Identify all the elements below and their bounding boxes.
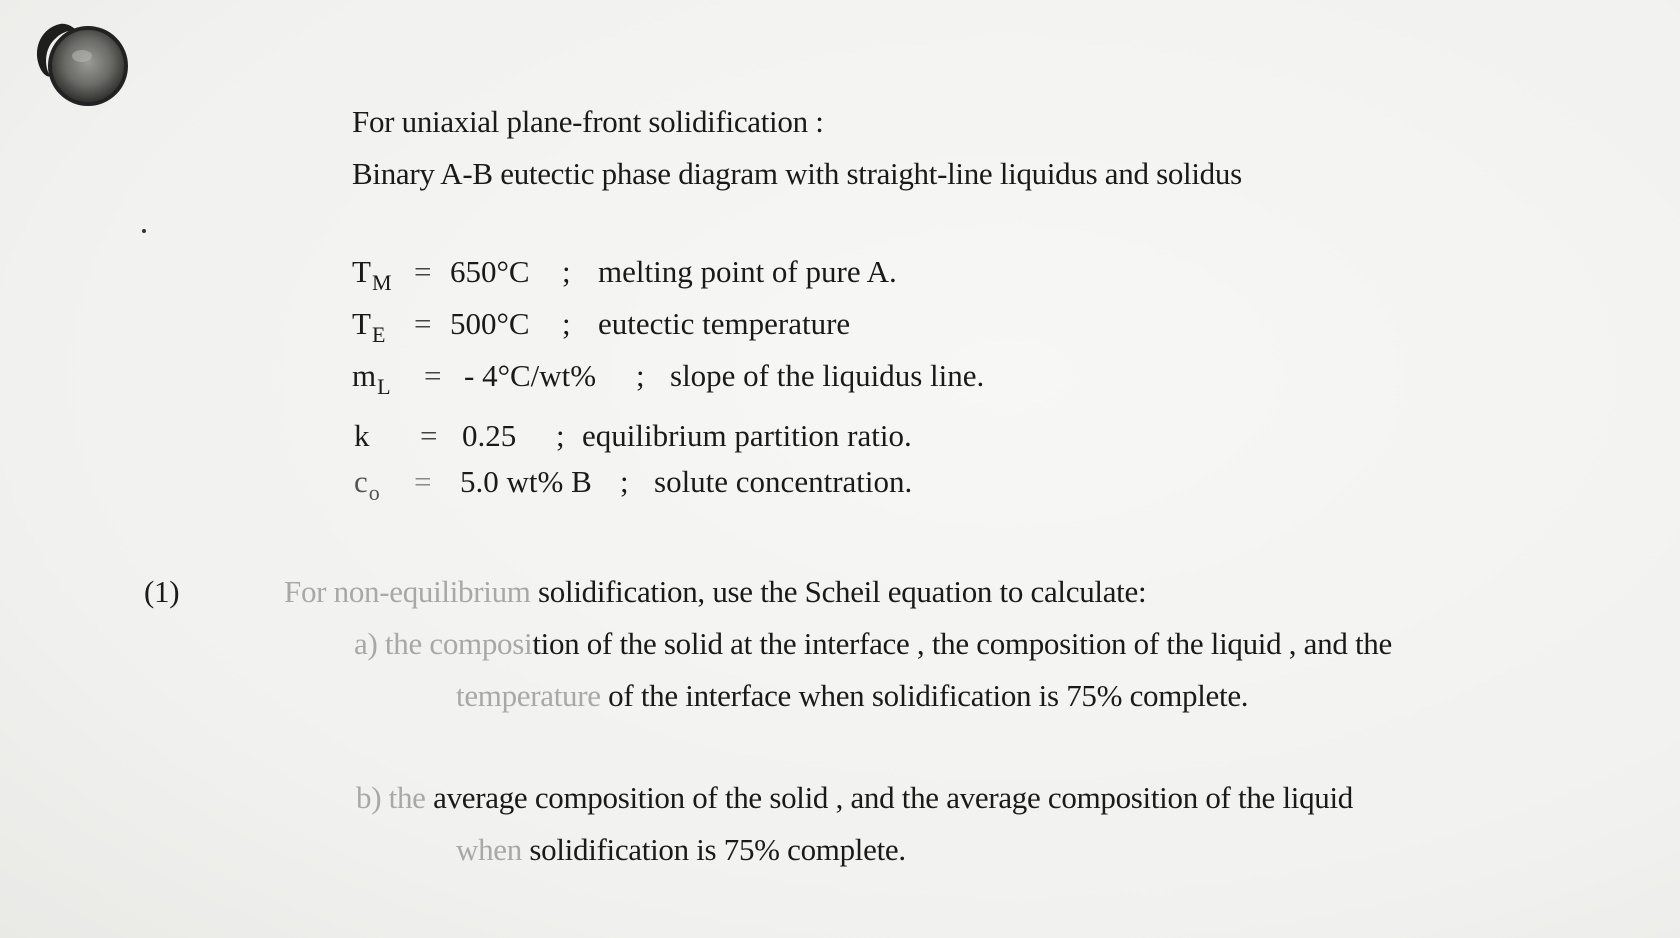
question-intro: For non-equilibrium solidification, use the Scheil equation to calculate:: [284, 574, 1147, 609]
param-co-value: 5.0 wt% B: [460, 464, 592, 499]
param-co-equals: =: [414, 464, 432, 499]
header-line-1: For uniaxial plane-front solidification :: [352, 104, 824, 139]
part-b-line-1: b) the average composition of the solid , and the average composition of the liquid: [356, 780, 1353, 815]
stray-dot: [142, 229, 146, 233]
param-te-equals: =: [414, 306, 432, 341]
param-te-value: 500°C: [450, 306, 530, 341]
param-te-desc: eutectic temperature: [598, 306, 851, 341]
param-k-value: 0.25: [462, 418, 517, 453]
param-ml-symbol: $m_L$: [352, 358, 391, 399]
param-co-symbol: $c_o$: [354, 464, 380, 505]
param-ml-value: - 4°C/wt%: [464, 358, 597, 393]
param-te-symbol: $T_E$: [352, 306, 386, 347]
param-ml-desc: slope of the liquidus line.: [670, 358, 985, 393]
param-tm-value: 650°C: [450, 254, 530, 289]
param-k-sep: ;: [556, 418, 565, 453]
question-number: (1): [144, 574, 180, 609]
part-a-line-1: a) the composition of the solid at the interface , the composition of the liquid , and the: [354, 626, 1392, 661]
param-k-equals: =: [420, 418, 438, 453]
param-co-sep: ;: [620, 464, 629, 499]
param-k-symbol: k: [354, 418, 370, 453]
param-tm-equals: =: [414, 254, 432, 289]
param-tm-symbol: $T_M$: [352, 254, 392, 295]
dark-blob-mark: [32, 16, 132, 106]
part-b-line-2: when solidification is 75% complete.: [456, 832, 906, 867]
header-line-2: Binary A-B eutectic phase diagram with straight-line liquidus and solidus: [352, 156, 1242, 191]
param-tm-desc: melting point of pure A.: [598, 254, 897, 289]
part-a-line-2: temperature of the interface when solidification is 75% complete.: [456, 678, 1249, 713]
param-k-desc: equilibrium partition ratio.: [582, 418, 912, 453]
param-co-desc: solute concentration.: [654, 464, 913, 499]
param-tm-sep: ;: [562, 254, 571, 289]
param-ml-sep: ;: [636, 358, 645, 393]
param-te-sep: ;: [562, 306, 571, 341]
param-ml-equals: =: [424, 358, 442, 393]
